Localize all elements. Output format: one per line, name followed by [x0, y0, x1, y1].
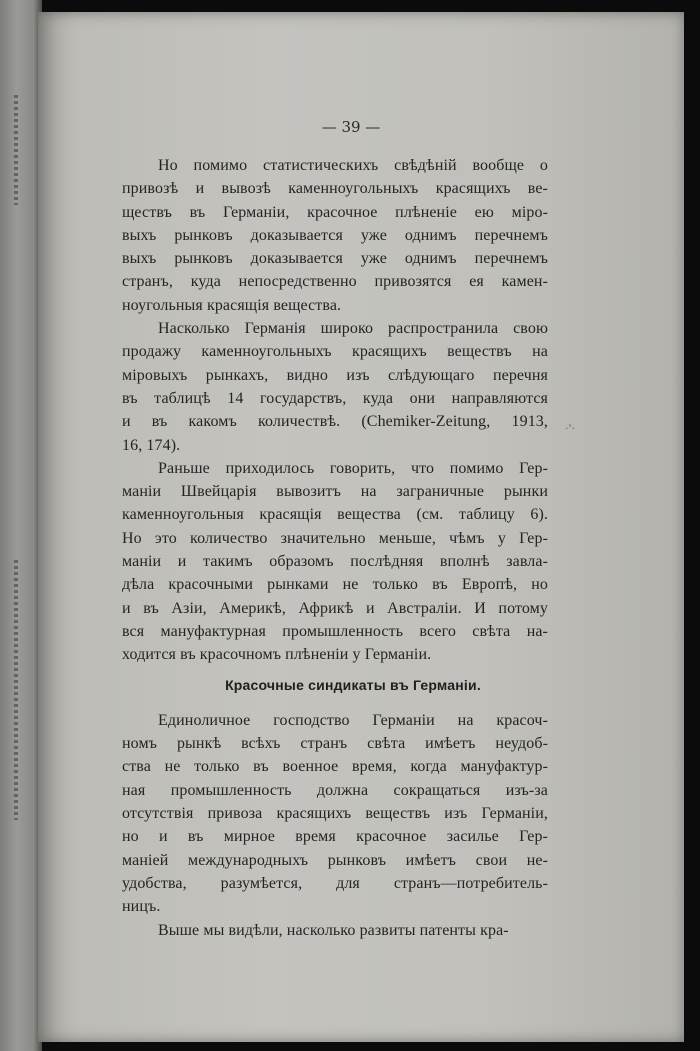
text-line: Насколько Германія широко распространила свою — [158, 320, 548, 338]
text-line: ницъ. — [122, 898, 161, 916]
text-line: Раньше приходилось говорить, что помимо Гер- — [158, 459, 548, 477]
edge-text-marks — [14, 560, 18, 820]
page-number: — 39 — — [321, 118, 381, 136]
text-line: странъ, куда непосредственно привозятся ея камен- — [122, 273, 548, 291]
paragraph — [122, 154, 548, 317]
text-line: номъ рынкѣ всѣхъ странъ свѣта имѣетъ неудоб- — [122, 735, 548, 753]
text-line: 16, 174). — [122, 436, 181, 454]
page-body — [122, 154, 548, 942]
text-line: Но это количество значительно меньше, чѣмъ у Гер- — [122, 529, 548, 547]
text-line: Единоличное господство Германіи на красоч- — [158, 711, 548, 729]
text-line: міровыхъ рынкахъ, видно изъ слѣдующаго перечня — [122, 366, 548, 384]
book-page — [38, 12, 684, 1042]
paragraph — [122, 919, 548, 942]
text-line: вся мануфактурная промышленность всего свѣта на- — [122, 622, 548, 640]
paragraph — [122, 317, 548, 457]
text-line: отсутствія привоза красящихъ веществъ изъ Германіи, — [122, 805, 548, 823]
text-line: дѣла красочными рынками не только въ Европѣ, но — [122, 576, 548, 594]
text-line: въ таблицѣ 14 государствъ, куда они направляются — [122, 389, 548, 407]
section-heading: Красочные синдикаты въ Германіи. — [225, 676, 481, 693]
text-line: ства не только въ военное время, когда мануфактур- — [122, 758, 548, 776]
edge-text-marks — [14, 95, 18, 205]
text-line: Но помимо статистическихъ свѣдѣній вообще о — [158, 157, 548, 174]
paragraph — [122, 457, 548, 667]
previous-page-edge — [0, 0, 42, 1051]
text-line: маніей международныхъ рынковъ имѣетъ свои не- — [122, 851, 548, 869]
text-line: ноугольныя красящія вещества. — [122, 296, 342, 314]
text-line: выхъ рынковъ доказывается уже однимъ перечнемъ — [122, 226, 548, 244]
text-line: удобства, разумѣется, для странъ—потребитель- — [122, 874, 548, 892]
text-line: ходится въ красочномъ плѣненіи у Германіи. — [122, 646, 432, 664]
text-line: привозѣ и вывозѣ каменноугольныхъ красящихъ ве- — [122, 180, 548, 198]
text-line: ная промышленность должна сокращаться изъ-за — [122, 781, 548, 799]
text-line: выхъ рынковъ доказывается уже однимъ перечнемъ — [122, 250, 548, 268]
paragraph — [122, 709, 548, 919]
text-line: ществъ въ Германіи, красочное плѣненіе ею міро- — [122, 203, 548, 221]
text-line: и въ какомъ количествѣ. (Chemiker-Zeitung, 1913, — [122, 413, 548, 431]
text-line: но и въ мирное время красочное засилье Гер- — [122, 828, 548, 846]
text-line: маніи Швейцарія вывозитъ на заграничные рынки — [122, 483, 548, 501]
text-line: каменноугольныя красящія вещества (см. таблицу 6). — [122, 506, 548, 524]
text-line: Выше мы видѣли, насколько развиты патенты кра- — [158, 921, 509, 939]
text-line: продажу каменноугольныхъ красящихъ веществъ на — [122, 343, 548, 361]
text-line: маніи и такимъ образомъ послѣдняя вполнѣ завла- — [122, 553, 548, 571]
text-line: и въ Азіи, Америкѣ, Африкѣ и Австраліи. И потому — [122, 599, 548, 617]
margin-mark: ·'· — [565, 422, 576, 435]
